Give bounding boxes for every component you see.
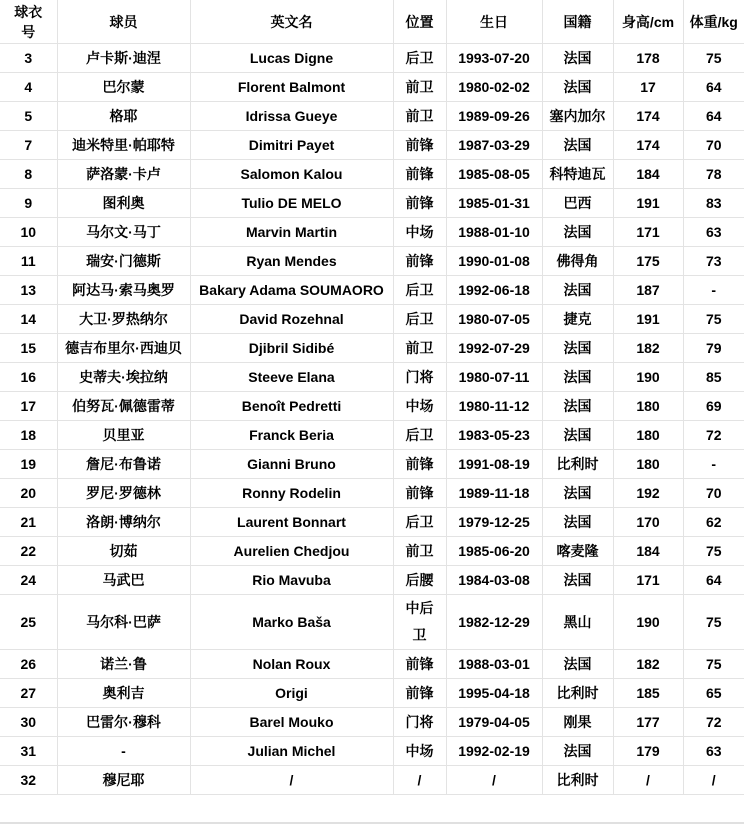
cell-birthday: 1979-12-25: [446, 508, 542, 537]
cell-position: 后卫: [393, 421, 446, 450]
cell-player-name-en: Idrissa Gueye: [190, 102, 393, 131]
cell-position: 后卫: [393, 276, 446, 305]
cell-player-name-cn: 史蒂夫·埃拉纳: [57, 363, 190, 392]
table-row: [0, 421, 744, 450]
cell-player-name-en: Tulio DE MELO: [190, 189, 393, 218]
cell-height-cm: 180: [613, 392, 683, 421]
bottom-divider: [0, 822, 744, 824]
table-row: [0, 479, 744, 508]
cell-weight-kg: 73: [683, 247, 744, 276]
column-header-player-name-cn: 球员: [57, 0, 190, 44]
cell-nationality: 法国: [542, 73, 613, 102]
cell-player-name-en: Marko Baša: [190, 595, 393, 650]
cell-jersey-number: 13: [0, 276, 57, 305]
cell-height-cm: 191: [613, 189, 683, 218]
cell-birthday: 1980-11-12: [446, 392, 542, 421]
cell-jersey-number: 3: [0, 44, 57, 73]
cell-player-name-cn: 巴尔蒙: [57, 73, 190, 102]
cell-jersey-number: 9: [0, 189, 57, 218]
cell-player-name-cn: 格耶: [57, 102, 190, 131]
cell-jersey-number: 4: [0, 73, 57, 102]
cell-player-name-en: Dimitri Payet: [190, 131, 393, 160]
cell-player-name-en: Gianni Bruno: [190, 450, 393, 479]
table-row: [0, 566, 744, 595]
cell-player-name-cn: 巴雷尔·穆科: [57, 708, 190, 737]
cell-position: 中场: [393, 392, 446, 421]
cell-jersey-number: 32: [0, 766, 57, 795]
cell-jersey-number: 22: [0, 537, 57, 566]
cell-height-cm: 182: [613, 650, 683, 679]
cell-position: 后卫: [393, 44, 446, 73]
column-header-nationality: 国籍: [542, 0, 613, 44]
cell-birthday: 1985-08-05: [446, 160, 542, 189]
cell-birthday: /: [446, 766, 542, 795]
cell-height-cm: 190: [613, 363, 683, 392]
cell-player-name-cn: 贝里亚: [57, 421, 190, 450]
cell-player-name-en: Benoît Pedretti: [190, 392, 393, 421]
cell-height-cm: 171: [613, 218, 683, 247]
cell-birthday: 1993-07-20: [446, 44, 542, 73]
cell-birthday: 1989-09-26: [446, 102, 542, 131]
table-row: [0, 44, 744, 73]
cell-weight-kg: 72: [683, 708, 744, 737]
cell-nationality: 法国: [542, 131, 613, 160]
cell-height-cm: 171: [613, 566, 683, 595]
cell-weight-kg: 75: [683, 595, 744, 650]
cell-position: 门将: [393, 708, 446, 737]
cell-nationality: 法国: [542, 479, 613, 508]
cell-birthday: 1979-04-05: [446, 708, 542, 737]
cell-position: 前卫: [393, 537, 446, 566]
cell-birthday: 1982-12-29: [446, 595, 542, 650]
cell-player-name-en: Florent Balmont: [190, 73, 393, 102]
cell-height-cm: 180: [613, 421, 683, 450]
cell-jersey-number: 15: [0, 334, 57, 363]
cell-height-cm: 177: [613, 708, 683, 737]
cell-birthday: 1988-01-10: [446, 218, 542, 247]
cell-position: 前卫: [393, 334, 446, 363]
cell-player-name-en: David Rozehnal: [190, 305, 393, 334]
column-header-height-cm: 身高/cm: [613, 0, 683, 44]
cell-birthday: 1984-03-08: [446, 566, 542, 595]
column-header-position: 位置: [393, 0, 446, 44]
table-row: [0, 708, 744, 737]
cell-position: 后腰: [393, 566, 446, 595]
cell-weight-kg: 64: [683, 566, 744, 595]
cell-height-cm: 187: [613, 276, 683, 305]
cell-player-name-cn: 瑞安·门德斯: [57, 247, 190, 276]
cell-height-cm: 192: [613, 479, 683, 508]
cell-position: 前锋: [393, 679, 446, 708]
cell-height-cm: 180: [613, 450, 683, 479]
cell-nationality: 法国: [542, 737, 613, 766]
cell-nationality: 科特迪瓦: [542, 160, 613, 189]
cell-birthday: 1992-02-19: [446, 737, 542, 766]
cell-birthday: 1989-11-18: [446, 479, 542, 508]
cell-nationality: 法国: [542, 421, 613, 450]
cell-player-name-cn: 诺兰·鲁: [57, 650, 190, 679]
cell-player-name-en: /: [190, 766, 393, 795]
cell-weight-kg: -: [683, 276, 744, 305]
table-row: [0, 131, 744, 160]
cell-nationality: 法国: [542, 566, 613, 595]
cell-nationality: 刚果: [542, 708, 613, 737]
cell-player-name-en: Salomon Kalou: [190, 160, 393, 189]
cell-nationality: 法国: [542, 392, 613, 421]
cell-birthday: 1985-01-31: [446, 189, 542, 218]
cell-nationality: 法国: [542, 218, 613, 247]
cell-player-name-cn: 马尔科·巴萨: [57, 595, 190, 650]
cell-weight-kg: 70: [683, 131, 744, 160]
cell-weight-kg: 75: [683, 44, 744, 73]
cell-player-name-cn: 罗尼·罗德林: [57, 479, 190, 508]
cell-player-name-en: Aurelien Chedjou: [190, 537, 393, 566]
cell-nationality: 捷克: [542, 305, 613, 334]
cell-player-name-cn: 马尔文·马丁: [57, 218, 190, 247]
table-row: [0, 73, 744, 102]
cell-nationality: 法国: [542, 363, 613, 392]
cell-birthday: 1985-06-20: [446, 537, 542, 566]
cell-jersey-number: 18: [0, 421, 57, 450]
cell-player-name-en: Nolan Roux: [190, 650, 393, 679]
cell-jersey-number: 26: [0, 650, 57, 679]
cell-jersey-number: 7: [0, 131, 57, 160]
cell-height-cm: 174: [613, 102, 683, 131]
table-row: [0, 679, 744, 708]
cell-weight-kg: 83: [683, 189, 744, 218]
cell-player-name-cn: 穆尼耶: [57, 766, 190, 795]
cell-player-name-en: Lucas Digne: [190, 44, 393, 73]
cell-birthday: 1988-03-01: [446, 650, 542, 679]
cell-player-name-en: Julian Michel: [190, 737, 393, 766]
cell-jersey-number: 20: [0, 479, 57, 508]
cell-height-cm: 179: [613, 737, 683, 766]
cell-height-cm: 170: [613, 508, 683, 537]
cell-birthday: 1991-08-19: [446, 450, 542, 479]
cell-player-name-en: Barel Mouko: [190, 708, 393, 737]
table-row: [0, 160, 744, 189]
cell-player-name-cn: 阿达马·索马奥罗: [57, 276, 190, 305]
cell-weight-kg: 65: [683, 679, 744, 708]
cell-nationality: 法国: [542, 276, 613, 305]
cell-nationality: 比利时: [542, 450, 613, 479]
table-row: [0, 766, 744, 795]
column-header-weight-kg: 体重/kg: [683, 0, 744, 44]
cell-player-name-cn: 德吉布里尔·西迪贝: [57, 334, 190, 363]
cell-position: 前锋: [393, 650, 446, 679]
cell-height-cm: 174: [613, 131, 683, 160]
cell-position: 前锋: [393, 189, 446, 218]
table-row: [0, 218, 744, 247]
cell-jersey-number: 16: [0, 363, 57, 392]
cell-jersey-number: 30: [0, 708, 57, 737]
cell-player-name-en: Marvin Martin: [190, 218, 393, 247]
cell-position: 中场: [393, 218, 446, 247]
column-header-jersey-number: 球衣号: [0, 0, 57, 44]
cell-birthday: 1992-06-18: [446, 276, 542, 305]
table-row: [0, 650, 744, 679]
cell-jersey-number: 14: [0, 305, 57, 334]
cell-weight-kg: 72: [683, 421, 744, 450]
cell-birthday: 1983-05-23: [446, 421, 542, 450]
table-row: [0, 189, 744, 218]
cell-weight-kg: 62: [683, 508, 744, 537]
cell-weight-kg: 63: [683, 737, 744, 766]
cell-nationality: 比利时: [542, 679, 613, 708]
table-row: [0, 508, 744, 537]
cell-height-cm: 184: [613, 537, 683, 566]
cell-jersey-number: 24: [0, 566, 57, 595]
cell-weight-kg: 70: [683, 479, 744, 508]
cell-jersey-number: 17: [0, 392, 57, 421]
column-header-birthday: 生日: [446, 0, 542, 44]
cell-player-name-cn: 卢卡斯·迪涅: [57, 44, 190, 73]
cell-nationality: 法国: [542, 508, 613, 537]
cell-player-name-en: Djibril Sidibé: [190, 334, 393, 363]
cell-jersey-number: 21: [0, 508, 57, 537]
cell-weight-kg: 69: [683, 392, 744, 421]
cell-nationality: 黑山: [542, 595, 613, 650]
cell-weight-kg: 63: [683, 218, 744, 247]
cell-jersey-number: 8: [0, 160, 57, 189]
table-row: [0, 737, 744, 766]
cell-position: 后卫: [393, 305, 446, 334]
table-row: [0, 363, 744, 392]
cell-birthday: 1980-07-11: [446, 363, 542, 392]
cell-weight-kg: /: [683, 766, 744, 795]
cell-player-name-cn: 奥利吉: [57, 679, 190, 708]
cell-position: 前锋: [393, 131, 446, 160]
cell-height-cm: 182: [613, 334, 683, 363]
cell-player-name-en: Bakary Adama SOUMAORO: [190, 276, 393, 305]
cell-player-name-cn: 迪米特里·帕耶特: [57, 131, 190, 160]
cell-player-name-en: Steeve Elana: [190, 363, 393, 392]
cell-nationality: 比利时: [542, 766, 613, 795]
cell-player-name-en: Ryan Mendes: [190, 247, 393, 276]
cell-jersey-number: 11: [0, 247, 57, 276]
cell-jersey-number: 25: [0, 595, 57, 650]
cell-weight-kg: 75: [683, 537, 744, 566]
cell-position: 前卫: [393, 102, 446, 131]
cell-height-cm: 190: [613, 595, 683, 650]
cell-player-name-en: Origi: [190, 679, 393, 708]
cell-player-name-en: Franck Beria: [190, 421, 393, 450]
table-header: [0, 0, 744, 44]
table-row: [0, 595, 744, 650]
table-header-row: [0, 0, 744, 44]
cell-height-cm: 184: [613, 160, 683, 189]
cell-position: 中后卫: [393, 595, 446, 650]
cell-position: 前锋: [393, 160, 446, 189]
cell-player-name-en: Rio Mavuba: [190, 566, 393, 595]
cell-jersey-number: 31: [0, 737, 57, 766]
cell-jersey-number: 27: [0, 679, 57, 708]
cell-player-name-cn: 洛朗·博纳尔: [57, 508, 190, 537]
cell-height-cm: 185: [613, 679, 683, 708]
cell-player-name-en: Ronny Rodelin: [190, 479, 393, 508]
cell-height-cm: 17: [613, 73, 683, 102]
cell-birthday: 1980-02-02: [446, 73, 542, 102]
column-header-player-name-en: 英文名: [190, 0, 393, 44]
cell-weight-kg: 64: [683, 102, 744, 131]
cell-position: 后卫: [393, 508, 446, 537]
cell-position: 前锋: [393, 247, 446, 276]
cell-nationality: 塞内加尔: [542, 102, 613, 131]
cell-birthday: 1990-01-08: [446, 247, 542, 276]
cell-nationality: 法国: [542, 44, 613, 73]
table-row: [0, 102, 744, 131]
cell-weight-kg: 75: [683, 305, 744, 334]
cell-player-name-cn: 切茹: [57, 537, 190, 566]
table-row: [0, 537, 744, 566]
cell-player-name-cn: 詹尼·布鲁诺: [57, 450, 190, 479]
table-row: [0, 305, 744, 334]
cell-position: 前卫: [393, 73, 446, 102]
cell-player-name-cn: -: [57, 737, 190, 766]
cell-nationality: 佛得角: [542, 247, 613, 276]
table-row: [0, 334, 744, 363]
cell-weight-kg: 85: [683, 363, 744, 392]
cell-nationality: 法国: [542, 334, 613, 363]
table-row: [0, 450, 744, 479]
cell-nationality: 法国: [542, 650, 613, 679]
cell-jersey-number: 10: [0, 218, 57, 247]
cell-weight-kg: 79: [683, 334, 744, 363]
cell-weight-kg: 75: [683, 650, 744, 679]
cell-birthday: 1992-07-29: [446, 334, 542, 363]
cell-player-name-cn: 马武巴: [57, 566, 190, 595]
cell-player-name-cn: 伯努瓦·佩德雷蒂: [57, 392, 190, 421]
table-body: [0, 44, 744, 795]
cell-weight-kg: 78: [683, 160, 744, 189]
cell-jersey-number: 19: [0, 450, 57, 479]
cell-nationality: 喀麦隆: [542, 537, 613, 566]
cell-birthday: 1995-04-18: [446, 679, 542, 708]
cell-player-name-cn: 萨洛蒙·卡卢: [57, 160, 190, 189]
cell-position: /: [393, 766, 446, 795]
cell-player-name-en: Laurent Bonnart: [190, 508, 393, 537]
cell-height-cm: /: [613, 766, 683, 795]
cell-height-cm: 175: [613, 247, 683, 276]
table-row: [0, 247, 744, 276]
cell-nationality: 巴西: [542, 189, 613, 218]
cell-height-cm: 191: [613, 305, 683, 334]
cell-jersey-number: 5: [0, 102, 57, 131]
cell-position: 门将: [393, 363, 446, 392]
cell-player-name-cn: 大卫·罗热纳尔: [57, 305, 190, 334]
cell-weight-kg: -: [683, 450, 744, 479]
cell-birthday: 1987-03-29: [446, 131, 542, 160]
table-row: [0, 276, 744, 305]
cell-position: 前锋: [393, 479, 446, 508]
cell-position: 前锋: [393, 450, 446, 479]
cell-birthday: 1980-07-05: [446, 305, 542, 334]
cell-player-name-cn: 图利奥: [57, 189, 190, 218]
cell-position: 中场: [393, 737, 446, 766]
table-row: [0, 392, 744, 421]
cell-weight-kg: 64: [683, 73, 744, 102]
cell-height-cm: 178: [613, 44, 683, 73]
